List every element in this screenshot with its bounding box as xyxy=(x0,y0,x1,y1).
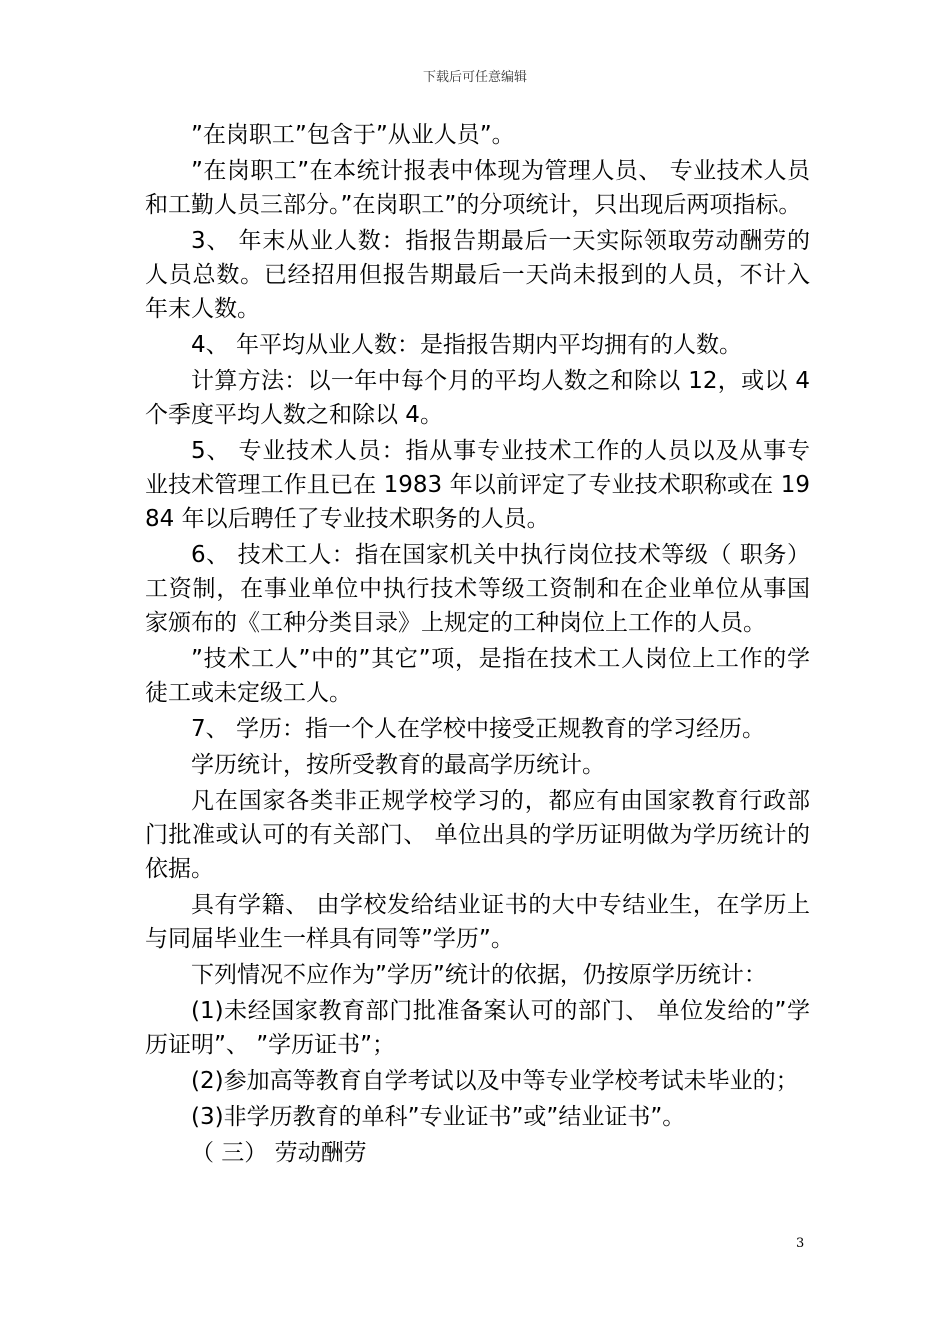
paragraph: 下列情况不应作为”学历”统计的依据，仍按原学历统计： xyxy=(191,962,767,988)
paragraph: (3)非学历教育的单科”专业证书”或”结业证书”。 xyxy=(191,1104,686,1130)
paragraph: ”技术工人”中的”其它”项，是指在技术工人岗位上工作的学徒工或未定级工人。 xyxy=(145,646,810,706)
paragraph: ”在岗职工”在本统计报表中体现为管理人员、 专业技术人员和工勤人员三部分。”在岗职工”的分项统计，只出现后两项指标。 xyxy=(145,158,810,218)
paragraph: 学历统计，按所受教育的最高学历统计。 xyxy=(191,752,605,778)
document-body xyxy=(145,118,810,1172)
paragraph: 凡在国家各类非正规学校学习的，都应有由国家教育行政部门批准或认可的有关部门、 单位出具的学历证明做为学历统计的依据。 xyxy=(145,788,810,882)
section-heading: （ 三） 劳动酬劳 xyxy=(191,1140,367,1166)
paragraph: 3、 年末从业人数：指报告期最后一天实际领取劳动酬劳的人员总数。已经招用但报告期最后一天尚未报到的人员，不计入年末人数。 xyxy=(145,228,810,322)
paragraph: 具有学籍、 由学校发给结业证书的大中专结业生，在学历上与同届毕业生一样具有同等”学历”。 xyxy=(145,892,810,952)
page-header: 下载后可任意编辑 xyxy=(422,70,527,85)
paragraph: 4、 年平均从业人数：是指报告期内平均拥有的人数。 xyxy=(191,332,742,358)
paragraph: (2)参加高等教育自学考试以及中等专业学校考试未毕业的； xyxy=(191,1068,799,1094)
paragraph: 6、 技术工人：指在国家机关中执行岗位技术等级（ 职务）工资制，在事业单位中执行技术等级工资制和在企业单位从事国家颁布的《工种分类目录》上规定的工种岗位上工作的人员。 xyxy=(145,542,810,636)
paragraph: 5、 专业技术人员：指从事专业技术工作的人员以及从事专业技术管理工作且已在 1983 年以前评定了专业技术职称或在 1984 年以后聘任了专业技术职务的人员。 xyxy=(145,438,810,532)
page-number: 3 xyxy=(796,1236,805,1251)
paragraph: 计算方法：以一年中每个月的平均人数之和除以 12，或以 4 个季度平均人数之和除以 4。 xyxy=(145,368,810,428)
paragraph: 7、 学历：指一个人在学校中接受正规教育的学习经历。 xyxy=(191,716,765,742)
paragraph: (1)未经国家教育部门批准备案认可的部门、 单位发给的”学历证明”、 ”学历证书”； xyxy=(145,998,810,1058)
paragraph: ”在岗职工”包含于”从业人员”。 xyxy=(191,122,515,148)
